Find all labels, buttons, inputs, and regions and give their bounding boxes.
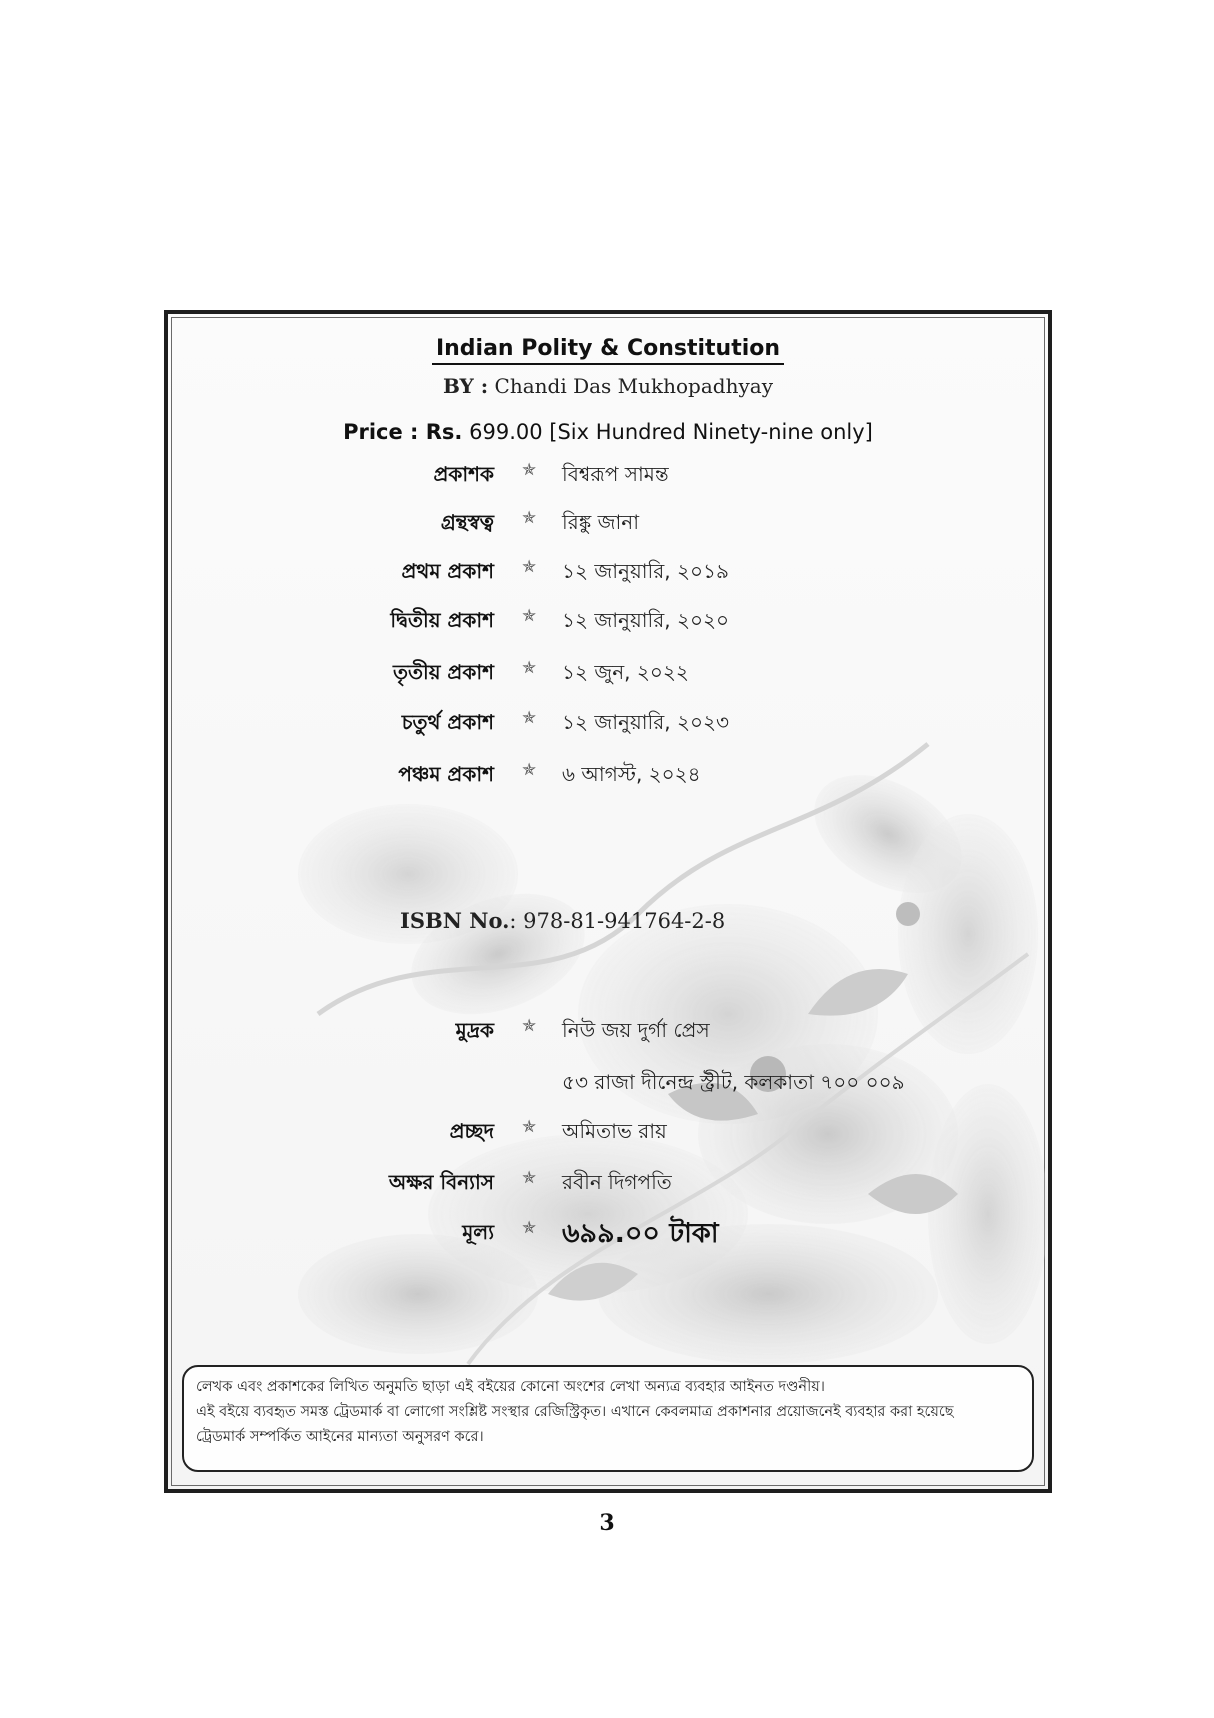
detail-value: ১২ জানুয়ারি, ২০২০ (562, 608, 730, 632)
detail-value: ৬ আগস্ট, ২০২৪ (562, 762, 701, 786)
detail-row (168, 557, 1048, 591)
printing-label: মূল্য (462, 1220, 494, 1244)
detail-value: ১২ জানুয়ারি, ২০২৩ (562, 710, 730, 734)
star-icon: ✯ (522, 557, 537, 577)
book-title-text: Indian Polity & Constitution (432, 336, 784, 365)
price-line (168, 420, 1048, 444)
detail-label: তৃতীয় প্রকাশ (392, 660, 494, 684)
printing-label: অক্ষর বিন্যাস (388, 1170, 494, 1194)
star-icon: ✯ (522, 658, 537, 678)
star-icon: ✯ (522, 708, 537, 728)
author-name: Chandi Das Mukhopadhyay (494, 374, 773, 398)
printing-label: প্রচ্ছদ (449, 1119, 494, 1143)
isbn-label: ISBN No. (400, 908, 510, 933)
printing-row (168, 1168, 1048, 1202)
star-icon: ✯ (522, 460, 537, 480)
detail-row (168, 760, 1048, 794)
star-icon: ✯ (522, 760, 537, 780)
printing-value: রবীন দিগপতি (562, 1170, 672, 1194)
isbn-line (400, 908, 725, 933)
detail-row (168, 658, 1048, 692)
star-icon: ✯ (522, 508, 537, 528)
notice-line: ট্রেডমার্ক সম্পর্কিত আইনের মান্যতা অনুসরণ করে। (196, 1429, 484, 1445)
detail-value: ১২ জুন, ২০২২ (562, 660, 689, 684)
author-prefix: BY : (442, 374, 489, 398)
price-text: 699.00 [Six Hundred Ninety-nine only] (469, 420, 873, 444)
detail-row (168, 708, 1048, 742)
printing-address-row (168, 1068, 1048, 1102)
price-prefix: Price : Rs. (343, 420, 463, 444)
detail-value: ১২ জানুয়ারি, ২০১৯ (562, 559, 729, 583)
star-icon: ✯ (522, 606, 537, 626)
detail-row (168, 606, 1048, 640)
printing-row (168, 1117, 1048, 1151)
star-icon: ✯ (522, 1016, 537, 1036)
printing-row (168, 1016, 1048, 1050)
detail-label: প্রথম প্রকাশ (401, 559, 494, 583)
detail-label: চতুর্থ প্রকাশ (401, 710, 494, 734)
detail-row (168, 508, 1048, 542)
detail-row (168, 460, 1048, 494)
printing-value: অমিতাভ রায় (562, 1119, 667, 1143)
book-title (168, 336, 1048, 365)
printing-address: ৫৩ রাজা দীনেন্দ্র স্ট্রীট, কলকাতা ৭০০ ০০৯ (562, 1070, 905, 1094)
price-bengali: ৬৯৯.০০ টাকা (562, 1218, 719, 1249)
notice-line: লেখক এবং প্রকাশকের লিখিত অনুমতি ছাড়া এই বইয়ের কোনো অংশের লেখা অন্যত্র ব্যবহার আইনত দণ্ডনীয়। (196, 1379, 825, 1395)
detail-label: গ্রন্থস্বত্ব (440, 510, 494, 534)
printing-label: মুদ্রক (455, 1018, 494, 1042)
isbn-value: : 978-81-941764-2-8 (509, 909, 726, 933)
star-icon: ✯ (522, 1218, 537, 1238)
detail-label: প্রকাশক (433, 462, 494, 486)
copyright-notice-box (182, 1365, 1034, 1472)
printing-value: নিউ জয় দুর্গা প্রেস (562, 1018, 710, 1042)
printing-row (168, 1218, 1048, 1252)
detail-label: দ্বিতীয় প্রকাশ (390, 608, 494, 632)
star-icon: ✯ (522, 1117, 537, 1137)
imprint-frame (164, 310, 1052, 1493)
star-icon: ✯ (522, 1168, 537, 1188)
page-number: 3 (599, 1510, 615, 1536)
notice-line: এই বইয়ে ব্যবহৃত সমস্ত ট্রেডমার্ক বা লোগো সংশ্লিষ্ট সংস্থার রেজিস্ট্রিকৃত। এখানে কেবলমাত্র প্রকাশনার প্রয়োজনেই ব্যবহার করা হয়েছে (196, 1404, 954, 1420)
detail-value: রিঙ্কু জানা (562, 510, 640, 534)
detail-label: পঞ্চম প্রকাশ (398, 762, 494, 786)
detail-value: বিশ্বরূপ সামন্ত (562, 462, 669, 486)
author-line (168, 374, 1048, 398)
